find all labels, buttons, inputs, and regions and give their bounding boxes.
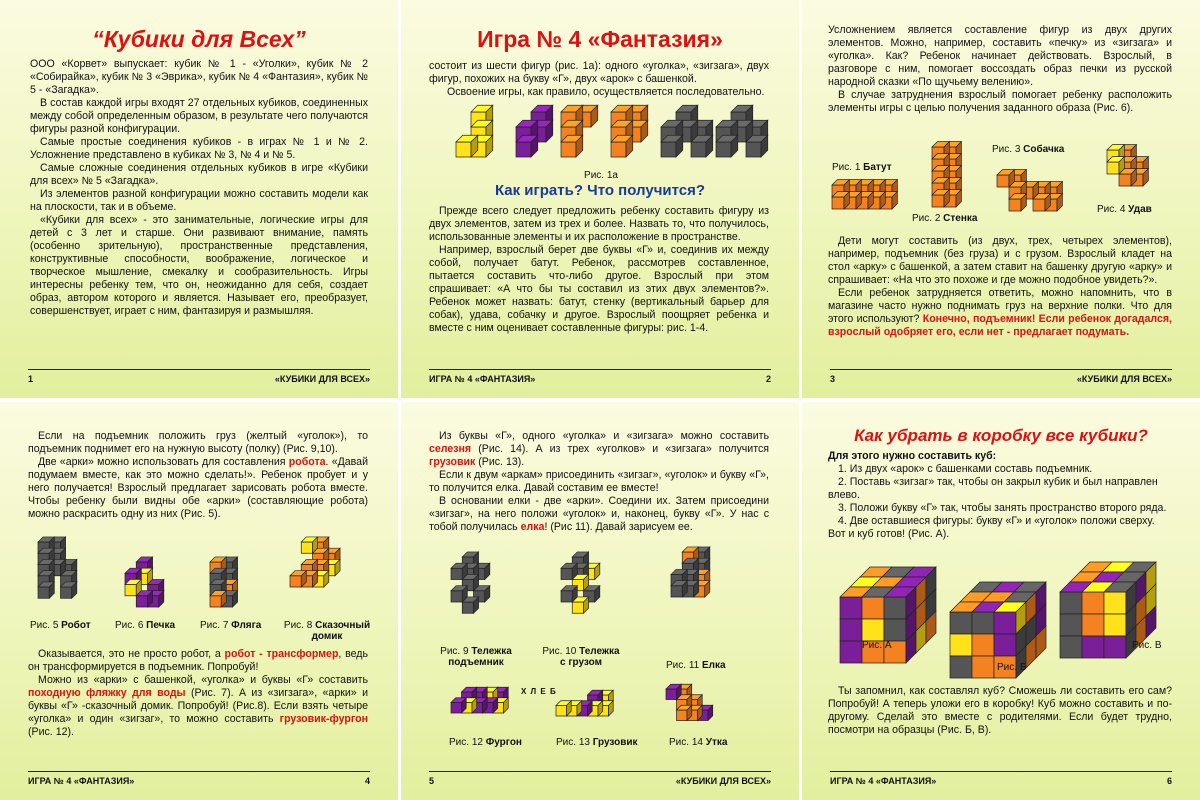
fig-utka [666, 684, 713, 720]
list-done: Вот и куб готов! (Рис. А). [828, 528, 950, 540]
figures-12-14 [421, 677, 781, 727]
paragraph: Самые сложные соединения отдельных кубиков в игре «Кубики для всех» № 5 «Загадка». [30, 162, 368, 187]
list-lead: Для этого нужно составить куб: [828, 450, 997, 462]
cube-face [746, 142, 761, 157]
cube-face [1119, 174, 1131, 186]
caption-fig-6: Рис. 6 Печка [115, 620, 176, 631]
body-text-bottom [828, 235, 1172, 339]
figures-9-11 [421, 542, 781, 652]
piece-gray-arch1 [661, 105, 713, 157]
cube-face [1082, 614, 1104, 636]
paragraph: В состав каждой игры входят 27 отдельных кубиков, соединенных между собой определенным образом, в результате чего получаются фигуры разной конфигурации. [30, 97, 368, 135]
paragraph: Ты запомнил, как составлял куб? Сможешь ли составить его сам? Попробуй! А теперь уложи его в коробку! Куб можно составить и по-другому. Сделай это вместе с родителями. Если будет трудно, посмотри на образцы (Рис. Б, В). [828, 685, 1172, 736]
van-label: Х Л Е Б [521, 687, 557, 696]
caption-fig-14: Рис. 14 Утка [669, 737, 728, 748]
highlight-text: Конечно, подъемник! Если ребенок догадался, взрослый одобряет его, если нет - предлагает подумать. [828, 313, 1172, 338]
footer-title: «КУБИКИ ДЛЯ ВСЕХ» [675, 776, 771, 786]
cube-face [884, 597, 906, 619]
page-footer [830, 771, 1172, 786]
body-text-bottom: Оказывается, это не просто робот, а робот - трансформер, ведь он трансформируется в подъемник. Попробуй! Можно из «арки» с башенкой, «уголка» и буквы «Г» составить походную фляжку для воды (Рис. 7). А из «зигзага», «арки» и буквы «Г» -сказочный домик. Попробуй! (Рис.8). Если взять четыре «уголка» и один «зигзаг», то можно составить грузовик-фургон (Рис. 12). [28, 648, 368, 738]
caption-fig-2: Рис. 2 Стенка [912, 213, 978, 224]
piece-gray-arch2 [716, 105, 768, 157]
page-footer [830, 369, 1172, 384]
page-6 [802, 402, 1200, 800]
cube-face [716, 142, 731, 157]
cube-face [1082, 636, 1104, 658]
cube-face [950, 656, 972, 678]
cube-face [456, 142, 471, 157]
cube-face [561, 591, 572, 602]
cube-face [862, 597, 884, 619]
footer-title: ИГРА № 4 «ФАНТАЗИЯ» [429, 374, 536, 384]
piece-yellow-corner [456, 105, 493, 157]
fig-pechka [125, 557, 164, 607]
cube-face [997, 175, 1009, 187]
cube-face [661, 142, 676, 157]
page-number: 6 [1166, 776, 1172, 786]
page-footer [28, 369, 370, 384]
cube-face [840, 597, 862, 619]
cube-face [290, 576, 301, 587]
caption-fig-9: Рис. 9 Тележка подъемник [440, 646, 512, 668]
cube-face [840, 619, 862, 641]
cube-face [994, 634, 1016, 656]
highlight-text: походную фляжку для воды [28, 687, 186, 699]
cube-face [994, 612, 1016, 634]
piece-orange-g1 [561, 105, 598, 157]
cube-face [136, 596, 147, 607]
page-number: 1 [28, 374, 34, 384]
cube-face [38, 587, 49, 598]
page-2 [401, 0, 799, 398]
page-title: “Кубики для Всех” [92, 26, 306, 52]
paragraph: Если ребенок затрудняется ответить, можно напомнить, что в магазине часто нужно поднимать груз на верхние полки. Что для этого используют? [828, 287, 1172, 325]
paragraph: Например, взрослый берет две буквы «Г» и, соединив их между собой, получает батут. Ребенок, рассмотрев составленное, пытается составить что-либо другое. Взрослый при этом спрашивает: «А что бы ты составил из этих двух элементов?». Ребенок может назвать: батут, стенку (вертикальный барьер для собак), удава, собачку и другое. Взрослый поощряет ребенка и вместе с ним оценивает составленные фигуры: рис. 1-4. [429, 244, 769, 334]
fig-telezhka-gruz [561, 552, 600, 613]
body-text-top [828, 24, 1172, 115]
cube-face [840, 641, 862, 663]
cube-face [666, 689, 677, 700]
caption-fig-7: Рис. 7 Фляга [200, 620, 262, 631]
page-3 [802, 0, 1200, 398]
page-title: Игра № 4 «Фантазия» [477, 26, 723, 52]
cube-face [1104, 636, 1126, 658]
cube-face [462, 602, 473, 613]
body-text: Из буквы «Г», одного «уголка» и «зигзага» можно составить селезня (Рис. 14). А из трех «уголков» и «зигзага» получится грузовик (Рис. 13). Если к двум «аркам» присоединить «зигзаг», «уголок» и букву «Г», то получится елка. Давай составим ее вместе! В основании елки - две «арки». Соедини их. Затем присоедини «зигзаг», на него положи «уголок» и, наконец, букву «Г». У нас с тобой получилась елка! (Рис 11). Давай зарисуем ее. [429, 430, 769, 533]
cube-face [1082, 592, 1104, 614]
intro-text [429, 60, 769, 99]
cube-face [556, 706, 567, 717]
cube-face [611, 142, 626, 157]
highlight-text: робот - трансформер [224, 648, 339, 660]
page-number: 5 [429, 776, 435, 786]
caption-fig-11: Рис. 11 Елка [666, 660, 726, 671]
page-1 [0, 0, 398, 398]
list-item: 1. Из двух «арок» с башенками составь подъемник. [838, 463, 1093, 475]
cube-face [61, 587, 72, 598]
cube-face [561, 568, 572, 579]
cube-face [1060, 614, 1082, 636]
cube-face [884, 619, 906, 641]
cube-face [950, 634, 972, 656]
cube-face [1107, 162, 1119, 174]
caption-fig-3: Рис. 3 Собачка [992, 144, 1065, 155]
fig-robot [38, 537, 77, 598]
footer-title: «КУБИКИ ДЛЯ ВСЕХ» [274, 374, 370, 384]
caption-fig-b: Рис. Б [997, 662, 1027, 673]
page-number: 2 [765, 374, 771, 384]
fig-stenka [932, 142, 961, 207]
highlight-text: робота [288, 456, 326, 468]
fig-elka [671, 547, 710, 597]
cube-face [972, 612, 994, 634]
paragraph: ООО «Корвет» выпускает: кубик № 1 - «Уголки», кубик № 2 «Собирайка», кубик № 3 «Эврика», кубик № 4 «Фантазия», кубик № 5 - «Загадка». [30, 58, 368, 96]
highlight-text: селезня [429, 443, 472, 455]
section-subtitle: Как играть? Что получится? [494, 182, 706, 199]
list-item: 2. Поставь «зигзаг» так, чтобы он закрыл кубик и был направлен влево. [828, 476, 1158, 501]
cube-face [572, 602, 583, 613]
paragraph: В случае затруднения взрослый помогает ребенку расположить элементы игры с целью получения заданного образа (Рис. 6). [828, 89, 1172, 114]
paragraph: состоит из шести фигур (рис. 1а): одного «уголка», «зигзага», двух фигур, похожих на букву «Г», двух «арок» с башенкой. [429, 60, 769, 85]
paragraph: Дети могут составить (из двух, трех, четырех элементов), например, подъемник (без груза) и с грузом. Взрослый кладет на стол «арку» с башенкой, а затем ставит на башенку другую «арку» и спрашивает: «На что это похоже и где можно подобное увидеть?». [828, 235, 1172, 286]
cube-face [1033, 199, 1045, 211]
caption-fig-c: Рис. В [1132, 640, 1162, 651]
fig-flyaga [210, 557, 238, 607]
caption-fig-5: Рис. 5 Робот [30, 620, 91, 631]
body-text-top: Если на подъемник положить груз (желтый «уголок»), то подъемник поднимет его на нужную высоту (полку) (Рис. 9,10). Две «арки» можно использовать для составления робота. «Давай подумаем вместе, как это можно сделать!». Ребенок пробует и у него получается! Взрослый предлагает зарисовать робота вместе. Чтобы ребенку были видны обе «арки» (составляющие робота) можно раскрасить одну из них (Рис. 5). [28, 430, 368, 520]
instruction-list [828, 450, 1174, 541]
highlight-text: елка [520, 521, 545, 533]
cube-face [972, 634, 994, 656]
cube-face [516, 142, 531, 157]
paragraph: «Кубики для всех» - это занимательные, логические игры для детей с 3 лет и старше. Они развивают внимание, память (особенно зрительную), пространственные представления, конструктивные способности, воображение, логическое и творческое мышление, смекалку и сообразительность. Игры интересны ребенку тем, что он, неожиданно для себя, создает образ, автором которого и является. Называет его, преобразует, совершенствует, играет с ним, фантазируя и размышляя. [30, 214, 368, 317]
cube-face [451, 703, 462, 714]
page-5 [401, 402, 799, 800]
page-title: Как убрать в коробку все кубики? [854, 426, 1148, 445]
page-4 [0, 402, 398, 800]
figures-cubes [822, 557, 1182, 677]
caption-fig-10: Рис. 10 Тележка с грузом [542, 646, 620, 668]
paragraph: Из элементов разной конфигурации можно составить модели как на плоскости, так и в объеме. [30, 188, 368, 213]
cube-face [1104, 592, 1126, 614]
fig-furgon [451, 687, 508, 713]
body-text [429, 205, 769, 335]
cube-face [210, 596, 221, 607]
cube-face [972, 656, 994, 678]
caption-fig-13: Рис. 13 Грузовик [556, 737, 638, 748]
paragraph: Самые простые соединения кубиков - в играх № 1 и № 2. Усложнение представлено в кубиках № 3, № 4 и № 5. [30, 136, 368, 161]
list-item: 3. Положи букву «Г» так, чтобы занять пространство второго ряда. [838, 502, 1167, 514]
footer-title: ИГРА № 4 «ФАНТАЗИЯ» [28, 776, 135, 786]
page-footer [429, 369, 771, 384]
piece-orange-g2 [611, 105, 648, 157]
footer-title: ИГРА № 4 «ФАНТАЗИЯ» [830, 776, 937, 786]
fig-gruzovik [556, 690, 613, 716]
cube-face [561, 142, 576, 157]
paragraph: Усложнением является составление фигур из двух других элементов. Можно, например, составить «печку» из «зигзага» и «уголка». Как? Ребенок начинает действовать. Взрослый, в разговоре с ним, помогает воссоздать образ печки из русской народной сказки «По щучьему велению». [828, 24, 1172, 88]
highlight-text: грузовик-фургон [279, 713, 368, 725]
cube-face [451, 591, 462, 602]
figure-1a-pieces [421, 100, 781, 170]
list-item: 4. Две оставшиеся фигуры: букву «Г» и «уголок» положи сверху. [838, 515, 1155, 527]
body-text [30, 58, 368, 318]
fig-batut [832, 180, 897, 209]
caption-fig-1: Рис. 1 Батут [832, 162, 892, 173]
page-number: 3 [830, 374, 836, 384]
cube-face [451, 568, 462, 579]
cube-face [671, 586, 682, 597]
paragraph: Если к двум «аркам» присоединить «зигзаг», «уголок» и букву «Г», то получится елка. Давай составим ее вместе! [429, 469, 769, 494]
caption-fig-4: Рис. 4 Удав [1097, 204, 1152, 215]
cube-face [125, 585, 136, 596]
paragraph: Прежде всего следует предложить ребенку составить фигуру из двух элементов, затем из трех и более. Назвать то, что получилось, использованные элементы и их расположение в пространстве. [429, 205, 769, 243]
body-text [828, 685, 1172, 737]
caption-fig-12: Рис. 12 Фургон [449, 737, 522, 748]
page-footer [429, 771, 771, 786]
fig-domik [290, 537, 340, 587]
footer-title: «КУБИКИ ДЛЯ ВСЕХ» [1076, 374, 1172, 384]
cube-face [950, 612, 972, 634]
piece-purple-zigzag [516, 105, 553, 157]
fig-telezhka-podemnik [451, 552, 490, 613]
cube-face [1060, 636, 1082, 658]
figures-5-8 [20, 532, 380, 622]
caption-fig-8: Рис. 8 Сказочный домик [283, 620, 371, 642]
fig-udav [1107, 145, 1148, 186]
paragraph: Освоение игры, как правило, осуществляется последовательно. [447, 86, 765, 98]
caption-fig-a: Рис. А [862, 640, 892, 651]
cube-face [1060, 592, 1082, 614]
page-number: 4 [364, 776, 370, 786]
cube-face [691, 142, 706, 157]
cube-face [301, 542, 312, 553]
cube-face [932, 195, 944, 207]
cube-face [1009, 199, 1021, 211]
cube-face [832, 197, 844, 209]
highlight-text: грузовик [429, 456, 476, 468]
cube-face [862, 619, 884, 641]
figure-caption: Рис. 1а [584, 170, 618, 181]
cube-face [677, 710, 688, 721]
page-footer [28, 771, 370, 786]
fig-sobachka [997, 170, 1062, 211]
cube-face [1104, 614, 1126, 636]
paragraph: Если на подъемник положить груз (желтый «уголок»), то подъемник поднимет его на нужную высоту (полку) (Рис. 9,10). [28, 430, 368, 455]
